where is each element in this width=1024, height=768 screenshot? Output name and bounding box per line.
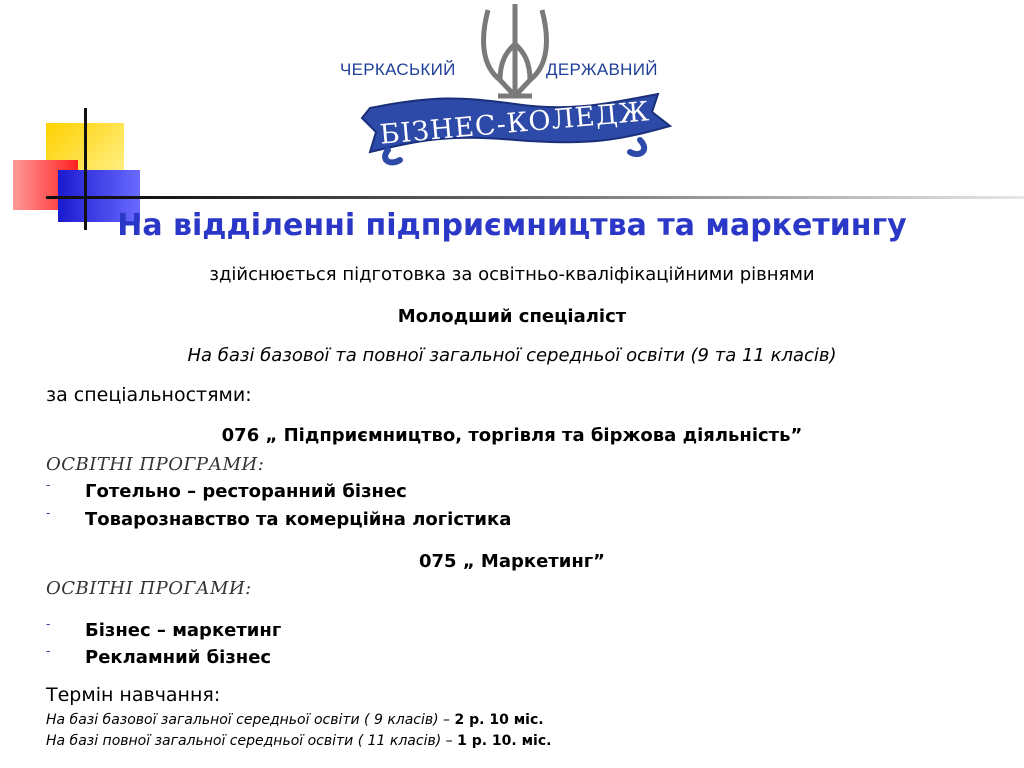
ribbon-text: БІЗНЕС-КОЛЕДЖ — [378, 96, 652, 151]
specialties-intro: за спеціальностями: — [46, 384, 252, 406]
bullet-icon: - — [46, 617, 51, 631]
program-name: Бізнес – маркетинг — [85, 620, 282, 641]
college-logo — [340, 0, 690, 175]
subtitle: здійснюється підготовка за освітньо-кваліфікаційними рівнями — [209, 264, 815, 285]
specialty-075-title: 075 „ Маркетинг” — [418, 551, 606, 572]
bullet-icon: - — [46, 644, 51, 658]
study-term-line — [46, 712, 544, 728]
logo-word-right: ДЕРЖАВНИЙ — [546, 60, 658, 79]
logo-word-left: ЧЕРКАСЬКИЙ — [340, 60, 456, 79]
specialty-076-title: 076 „ Підприємництво, торгівля та біржова діяльність” — [221, 425, 803, 446]
page-title: На відділенні підприємництва та маркетингу — [117, 208, 907, 243]
qualification-level: Молодший спеціаліст — [397, 306, 627, 327]
program-name: Готельно – ресторанний бізнес — [85, 481, 407, 502]
term-basis: На базі базової загальної середньої освіти ( 9 класів) – — [46, 712, 455, 728]
term-duration: 1 р. 10. міс. — [457, 733, 552, 749]
programs-label-075: ОСВІТНІ ПРОГАМИ: — [46, 578, 252, 599]
study-term-title: Термін навчання: — [46, 684, 221, 706]
education-basis: На базі базової та повної загальної середньої освіти (9 та 11 класів) — [187, 345, 837, 366]
programs-label-076: ОСВІТНІ ПРОГРАМИ: — [46, 454, 265, 475]
trident-icon — [484, 4, 547, 96]
bullet-icon: - — [46, 478, 51, 492]
bullet-icon: - — [46, 506, 51, 520]
decor-horizontal-line — [46, 196, 1024, 199]
program-name: Рекламний бізнес — [85, 647, 272, 668]
program-name: Товарознавство та комерційна логістика — [85, 509, 512, 530]
trident-ribbon-graphic — [340, 0, 690, 175]
term-duration: 2 р. 10 міс. — [454, 712, 544, 728]
term-basis: На базі повної загальної середньої освіти ( 11 класів) – — [46, 733, 458, 749]
study-term-line — [46, 733, 551, 749]
